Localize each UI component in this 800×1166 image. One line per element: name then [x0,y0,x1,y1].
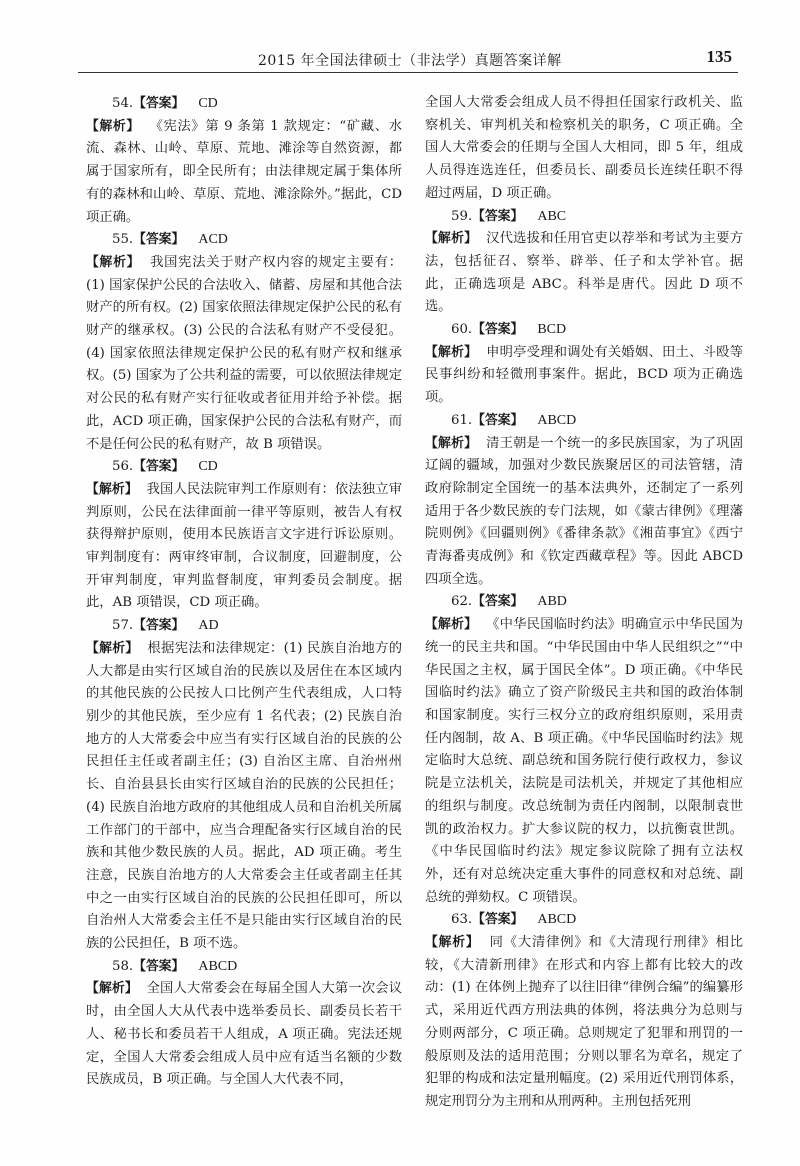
answer-line-57: 57.【答案】 AD [112,618,219,634]
answer-line-62: 62.【答案】 ABD [451,594,567,610]
analysis-55: 【解析】 我国宪法关于财产权内容的规定主要有：(1) 国家保护公民的合法收入、储蓄、房屋和其他合法财产的所有权。(2) 国家依照法律规定保护公民的私有财产的继承权。(3) 公民的合法私有财产不受侵犯。(4) 国家依照法律规定保护公民的私有财产权和继承权。(5) 国家为了公共利益的需要，可以依照法律规定对公民的私有财产实行征收或者征用并给予补偿。据此，ACD 项正确，国家保护公民的合法私有财产，而不是任何公民的私有财产，故 B 项错误。 [86,254,403,452]
left-column [86,93,402,1092]
answer-line-60: 60.【答案】 BCD [451,322,567,338]
answer-line-59: 59.【答案】 ABC [451,208,567,224]
analysis-57: 【解析】 根据宪法和法律规定：(1) 民族自治地方的人大都是由实行区域自治的民族以及居住在本区域内的其他民族的公民按人口比例产生代表组成，人口特别少的其他民族，至少应有 1 名代表；(2) 民族自治地方的人大常委会中应当有实行区域自治的民族的公民担任主任或者副主任；(3) 自治区主席、自治州州长、自治县县长由实行区域自治的民族的公民担任；(4) 民族自治地方政府的其他组成人员和自治机关所属工作部门的干部中，应当合理配备实行区域自治的民族和其他少数民族的人员。据此，AD 项正确。考生注意，民族自治地方的人大常委会主任或者副主任其中之一由实行区域自治的民族的公民担任即可，所以自治州人大常委会主任不是只能由实行区域自治的民族的公民担任，B 项不选。 [86,640,403,952]
analysis-54: 【解析】 《宪法》第 9 条第 1 款规定：“矿藏、水流、森林、山岭、草原、荒地、滩涂等自然资源，都属于国家所有，即全民所有；由法律规定属于集体所有的森林和山岭、草原、荒地、滩涂除外。”据此，CD 项正确。 [86,118,403,225]
running-header [78,46,738,73]
answer-line-58: 58.【答案】 ABCD [112,958,238,974]
page-number: 135 [706,47,732,66]
analysis-56: 【解析】 我国人民法院审判工作原则有：依法独立审判原则，公民在法律面前一律平等原则，被告人有权获得辩护原则，使用本民族语言文字进行诉讼原则。审判制度有：两审终审制，合议制度，回避制度，公开审判制度，审判监督制度，审判委员会制度。据此，AB 项错误，CD 项正确。 [86,481,402,611]
answer-line-63: 63.【答案】 ABCD [451,912,577,928]
answer-line-54: 54.【答案】 CD [112,96,218,111]
analysis-58: 【解析】 全国人大常委会在每届全国人大第一次会议时，由全国人大从代表中选举委员长、副委员长若干人、秘书长和委员若干人组成，A 项正确。宪法还规定，全国人大常委会组成人员中应有适当名额的少数民族成员，B 项正确。与全国人大代表不同， [86,981,402,1088]
answer-line-55: 55.【答案】 ACD [112,232,228,248]
answer-line-56: 56.【答案】 CD [112,459,218,475]
analysis-60: 【解析】 申明亭受理和调处有关婚姻、田土、斗殴等民事纠纷和轻微刑事案件。据此，BCD 项为正确选项。 [425,344,743,406]
analysis-63: 【解析】 同《大清律例》和《大清现行刑律》相比较，《大清新刑律》在形式和内容上都有比较大的改动：(1) 在体例上抛弃了以往旧律“律例合编”的编纂形式，采用近代西方刑法典的体例，将法典分为总则与分则两部分，C 项正确。总则规定了犯罪和刑罚的一般原则及法的适用范围；分则以罪名为章名，规定了犯罪的构成和法定量刑幅度。(2) 采用近代刑罚体系，规定刑罚分为主刑和从刑两种。主刑包括死刑 [425,935,743,1109]
answer-line-61: 61.【答案】 ABCD [451,412,577,428]
analysis-62: 【解析】 《中华民国临时约法》明确宣示中华民国为统一的民主共和国。“中华民国由中华人民组织之”“中华民国之主权，属于国民全体”。D 项正确。《中华民国临时约法》确立了资产阶级民主共和国的政治体制和国家制度。实行三权分立的政府组织原则，采用责任内阁制，故 A、B 项正确。《中华民国临时约法》规定临时大总统、副总统和国务院行使行政权力，参议院是立法机关，法院是司法机关，并规定了其他相应的组织与制度。改总统制为责任内阁制，以限制袁世凯的政治权力。扩大参议院的权力，以抗衡袁世凯。《中华民国临时约法》规定参议院除了拥有立法权外，还有对总统决定重大事件的同意权和对总统、副总统的弹劾权。C 项错误。 [425,617,743,905]
right-column [425,92,743,1114]
analysis-59: 【解析】 汉代选拔和任用官吏以荐举和考试为主要方法，包括征召、察举、辟举、任子和太学补官。据此，正确选项是 ABC。科举是唐代。因此 D 项不选。 [425,231,743,315]
analysis-61: 【解析】 清王朝是一个统一的多民族国家，为了巩固辽阔的疆域，加强对少数民族聚居区的司法管辖，清政府除制定全国统一的基本法典外，还制定了一系列适用于各少数民族的专门法规，如《蒙古律例》《理藩院则例》《回疆则例》《番律条款》《湘苗事宜》《西宁青海番夷成例》和《钦定西藏章程》等。因此 ABCD 四项全选。 [425,435,743,587]
header-title: 2015 年全国法律硕士（非法学）真题答案详解 [258,53,562,69]
analysis-58-continued: 全国人大常委会组成人员不得担任国家行政机关、监察机关、审判机关和检察机关的职务，C 项正确。全国人大常委会的任期与全国人大相同，即 5 年，组成人员得连选连任，但委员长、副委员长连续任职不得超过两届，D 项正确。 [425,95,743,201]
